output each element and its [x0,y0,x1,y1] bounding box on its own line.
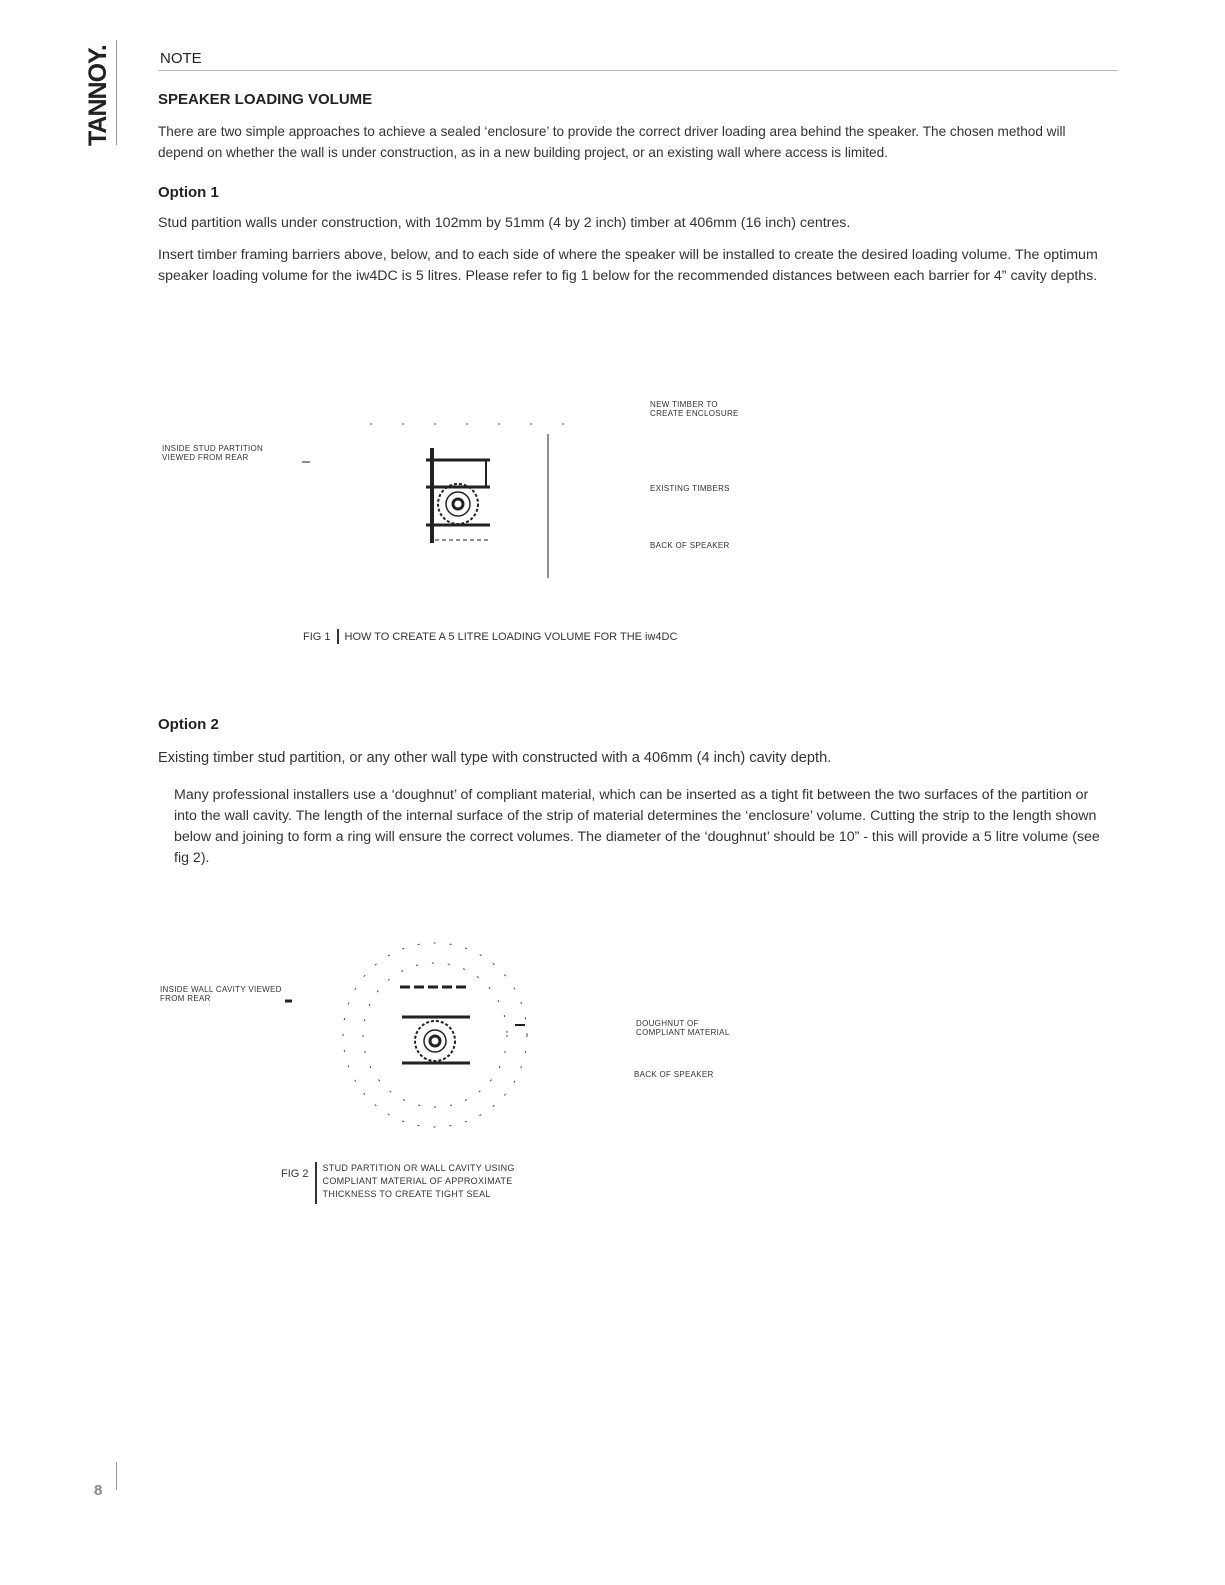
page-number: 8 [94,1482,103,1499]
fig2-label-doughnut: DOUGHNUT OF COMPLIANT MATERIAL [636,1019,730,1037]
fig1-number: FIG 1 [303,630,331,643]
divider [116,1462,117,1490]
fig1-label-left: INSIDE STUD PARTITION VIEWED FROM REAR [162,444,264,462]
fig2-number: FIG 2 [281,1168,309,1180]
fig2-diagram [280,935,550,1135]
divider [158,70,1118,71]
divider [116,40,117,145]
option1-title: Option 1 [158,184,219,201]
note-label: NOTE [160,50,202,67]
fig1-label-back: BACK OF SPEAKER [650,541,730,550]
fig1-caption [303,629,677,644]
intro-paragraph: There are two simple approaches to achieve a sealed ‘enclosure’ to provide the correct driver loading area behind the speaker. The chosen method will depend on whether the wall is under construction, as in a new building project, or an existing wall where access is limited. [158,124,1066,160]
section-title: SPEAKER LOADING VOLUME [158,91,373,108]
fig1-diagram [290,400,590,590]
option2-title: Option 2 [158,716,219,733]
fig1-label-new-timber: NEW TIMBER TO CREATE ENCLOSURE [650,400,739,418]
fig1-label-existing: EXISTING TIMBERS [650,484,730,493]
option1-p1: Stud partition walls under construction, with 102mm by 51mm (4 by 2 inch) timber at 406mm (16 inch) centres. [158,215,851,231]
caption-divider [337,629,339,644]
option2-p2: Many professional installers use a ‘doughnut’ of compliant material, which can be inserted as a tight fit between the two surfaces of the partition or into the wall cavity. The length of the internal surface of the strip of material determines the ‘enclosure’ volume. Cutting the strip to the length shown below and joining to form a ring will ensure the correct volumes. The diameter of the ‘doughnut’ should be 10” - this will provide a 5 litre volume (see fig 2). [174,787,1100,866]
brand-text: TANNOY. [84,45,112,146]
fig2-caption [281,1162,515,1204]
fig2-label-left: INSIDE WALL CAVITY VIEWED FROM REAR [160,985,282,1003]
caption-divider [315,1162,317,1204]
option2-p1: Existing timber stud partition, or any other wall type with constructed with a 406mm (4 inch) cavity depth. [158,750,832,766]
fig1-caption-text: HOW TO CREATE A 5 LITRE LOADING VOLUME FOR THE iw4DC [344,630,678,643]
tannoy-logo [82,45,112,150]
option1-p2: Insert timber framing barriers above, below, and to each side of where the speaker will be installed to create the desired loading volume. The optimum speaker loading volume for the iw4DC is 5 litres. Please refer to fig 1 below for the recommended distances between each barrier for 4” cavity depths. [158,247,1098,284]
fig2-label-back: BACK OF SPEAKER [634,1070,714,1079]
fig2-caption-text: STUD PARTITION OR WALL CAVITY USING COMPLIANT MATERIAL OF APPROXIMATE THICKNESS TO CREATE TIGHT SEAL [322,1163,515,1199]
